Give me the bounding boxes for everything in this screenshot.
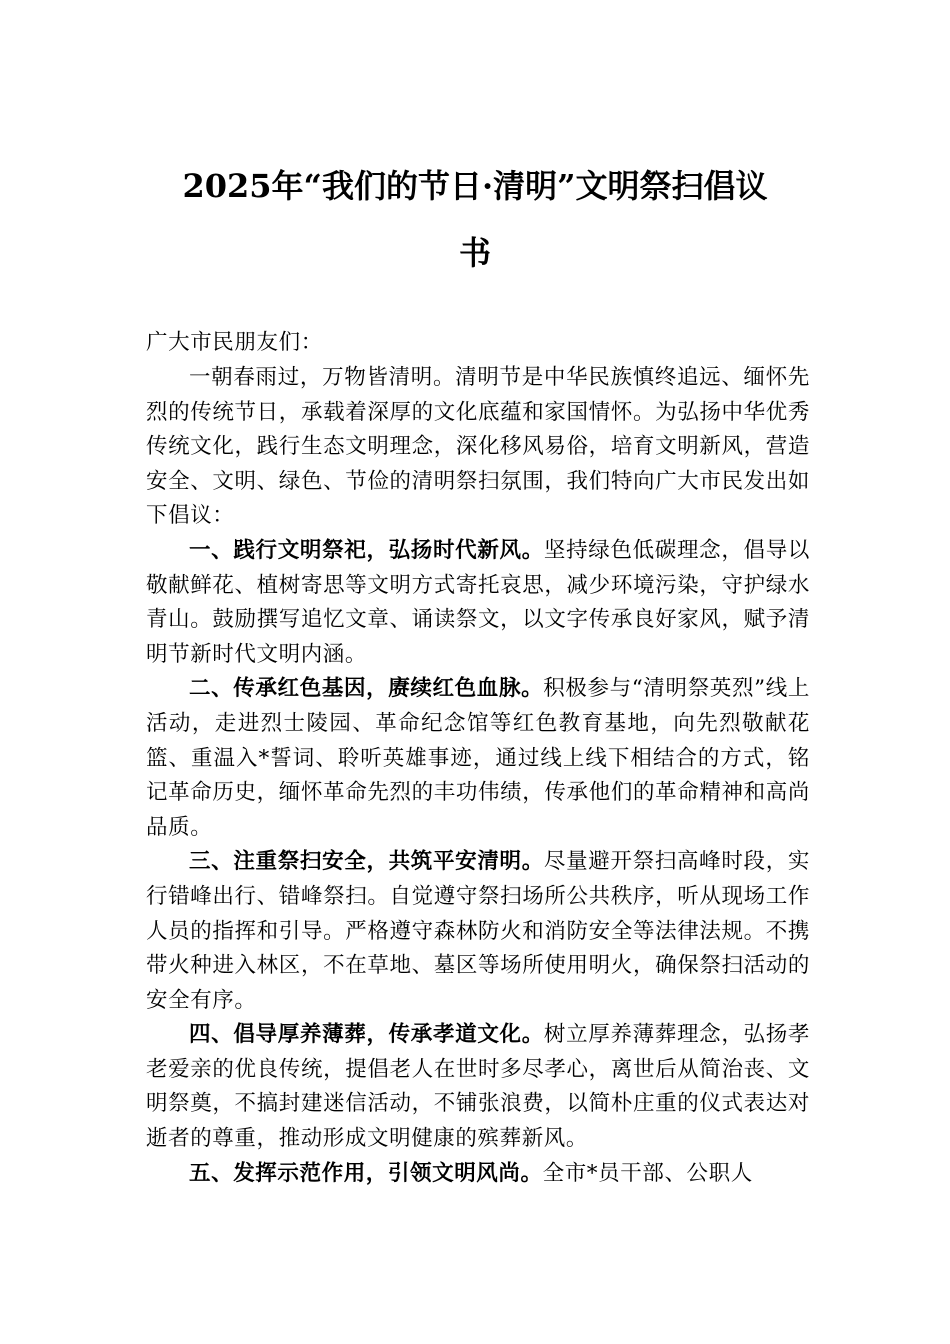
item-text: 尽量避开祭扫高峰时段，实行错峰出行、错峰祭扫。自觉遵守祭扫场所公共秩序，听从现场工作人员的指挥和引导。严格遵守森林防火和消防安全等法律法规。不携带火种进入林区，不在草地、墓区等场所使用明火，确保祭扫活动的安全有序。 <box>146 849 810 1013</box>
item-paragraph <box>146 1018 810 1156</box>
item-heading: 二、传承红色基因，赓续红色血脉。 <box>189 676 544 702</box>
item-heading: 五、发挥示范作用，引领文明风尚。 <box>189 1160 543 1186</box>
item-text: 树立厚养薄葬理念，弘扬孝老爱亲的优良传统，提倡老人在世时多尽孝心，离世后从简治丧、文明祭奠，不搞封建迷信活动，不铺张浪费，以简朴庄重的仪式表达对逝者的尊重，推动形成文明健康的殡葬新风。 <box>146 1022 810 1152</box>
item-paragraph <box>146 845 810 1018</box>
document-title-line1: 2025年“我们的节日·清明”文明祭扫倡议 <box>182 167 768 205</box>
intro-paragraph: 一朝春雨过，万物皆清明。清明节是中华民族慎终追远、缅怀先烈的传统节日，承载着深厚的文化底蕴和家国情怀。为弘扬中华优秀传统文化，践行生态文明理念，深化移风易俗，培育文明新风，营造安全、文明、绿色、节俭的清明祭扫氛围，我们特向广大市民发出如下倡议： <box>146 365 810 529</box>
item-paragraph <box>146 1157 810 1192</box>
document-title-line2: 书 <box>458 234 491 272</box>
item-heading: 四、倡导厚养薄葬，传承孝道文化。 <box>189 1022 544 1048</box>
item-text: 坚持绿色低碳理念，倡导以敬献鲜花、植树寄思等文明方式寄托哀思，减少环境污染，守护绿水青山。鼓励撰写追忆文章、诵读祭文，以文字传承良好家风，赋予清明节新时代文明内涵。 <box>146 537 810 667</box>
salutation: 广大市民朋友们： <box>146 330 323 355</box>
item-paragraph <box>146 534 810 672</box>
item-heading: 一、践行文明祭祀，弘扬时代新风。 <box>189 537 544 563</box>
item-text: 全市*员干部、公职人 <box>542 1160 753 1186</box>
item-heading: 三、注重祭扫安全，共筑平安清明。 <box>189 849 544 875</box>
item-paragraph <box>146 672 810 845</box>
document-body <box>146 361 810 1191</box>
item-text: 积极参与“清明祭英烈”线上活动，走进烈士陵园、革命纪念馆等红色教育基地，向先烈敬献花篮、重温入*誓词、聆听英雄事迹，通过线上线下相结合的方式，铭记革命历史，缅怀革命先烈的丰功伟绩，传承他们的革命精神和高尚品质。 <box>146 676 810 840</box>
